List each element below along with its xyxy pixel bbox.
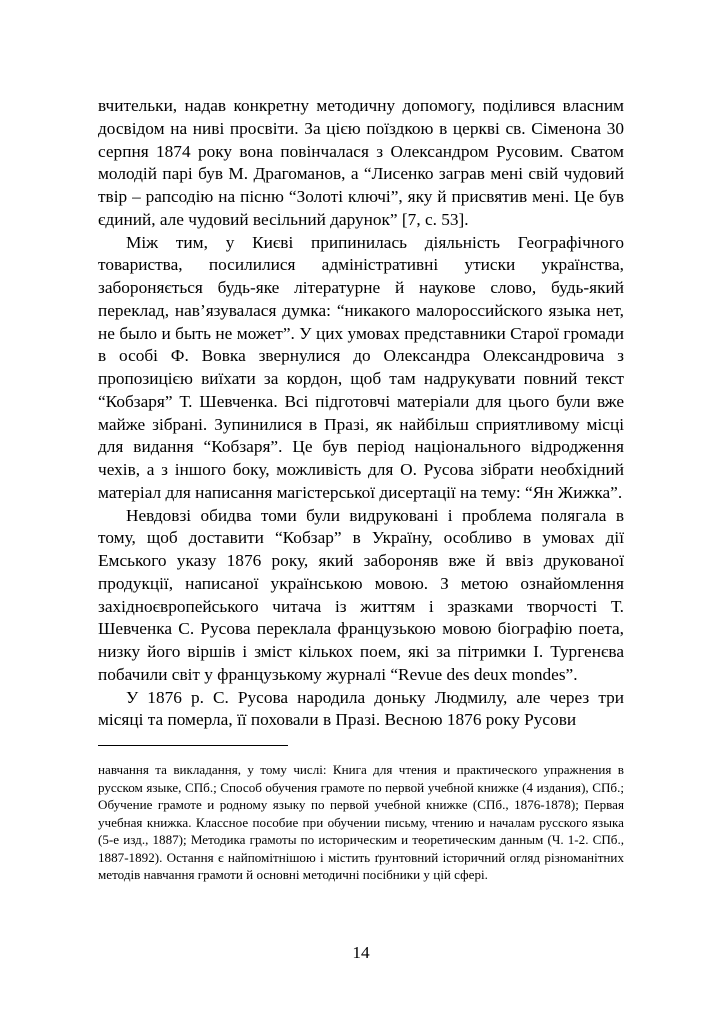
footnote [98, 761, 624, 884]
main-text [98, 95, 624, 732]
paragraph: У 1876 р. С. Русова народила доньку Людмилу, але через три місяці та померла, її поховали в Празі. Весною 1876 року Русови [98, 687, 624, 730]
page-number: 14 [352, 943, 370, 962]
page-content [98, 95, 624, 884]
paragraph: Невдовзі обидва томи були видруковані і проблема полягала в тому, щоб доставити “Кобзар” в Україну, особливо в умовах дії Емського указу 1876 року, який забороняв вже й ввіз друкованої продукції, написаної українською мовою. З метою ознайомлення західноєвропейського читача із життям і зразками творчості Т. Шевченка С. Русова переклала французькою мовою біографію поета, низку його віршів і зміст кількох поем, які за пітримки І. Тургенєва побачили світ у французькому журналі “Revue des deux mondes”. [98, 505, 624, 684]
footnote-separator [98, 745, 288, 746]
paragraph: Між тим, у Києві припинилась діяльність Географічного товариства, посилилися адміністративні утиски українства, забороняється будь-яке літературне й наукове слово, будь-який переклад, нав’язувалася думка: “никакого малороссийского языка нет, не было и быть не может”. У цих умовах представники Старої громади в особі Ф. Вовка звернулися до Олександра Олександровича з пропозицією виїхати за кордон, щоб там надрукувати повний текст “Кобзаря” Т. Шевченка. Всі підготовчі матеріали для цього були вже майже зібрані. Зупинилися в Празі, як найбільш сприятливому місці для видання “Кобзаря”. Це був період національного відродження чехів, а з іншого боку, можливість для О. Русова зібрати необхідний матеріал для написання магістерської дисертації на тему: “Ян Жижка”. [98, 232, 624, 502]
footnote-text: навчання та викладання, у тому числі: Книга для чтения и практического упражнения в русском языке, СПб.; Способ обучения грамоте по первой учебной книжке (4 издания), СПб.; Обучение грамоте и родному языку по первой учебной книжке (СПб., 1876-1878); Первая учебная книжка. Классное пособие при обучении письму, чтению и началам русского языка (5-е изд., 1887); Методика грамоты по историческим и теоретическим данным (Ч. 1-2. СПб., 1887-1892). Остання є найпомітнішою і містить ґрунтовний історичний огляд різноманітних методів навчання грамоти й основні методичні посібники у цій сфері. [98, 762, 624, 882]
paragraph: вчительки, надав конкретну методичну допомогу, поділився власним досвідом на ниві просвіти. За цією поїздкою в церкві св. Сіменона 30 серпня 1874 року вона повінчалася з Олександром Русовим. Сватом молодій парі був М. Драгоманов, а “Лисенко заграв мені свій чудовий твір – рапсодію на пісню “Золоті ключі”, яку й присвятив мені. Це був єдиний, але чудовий весільний дарунок” [7, с. 53]. [98, 96, 624, 229]
